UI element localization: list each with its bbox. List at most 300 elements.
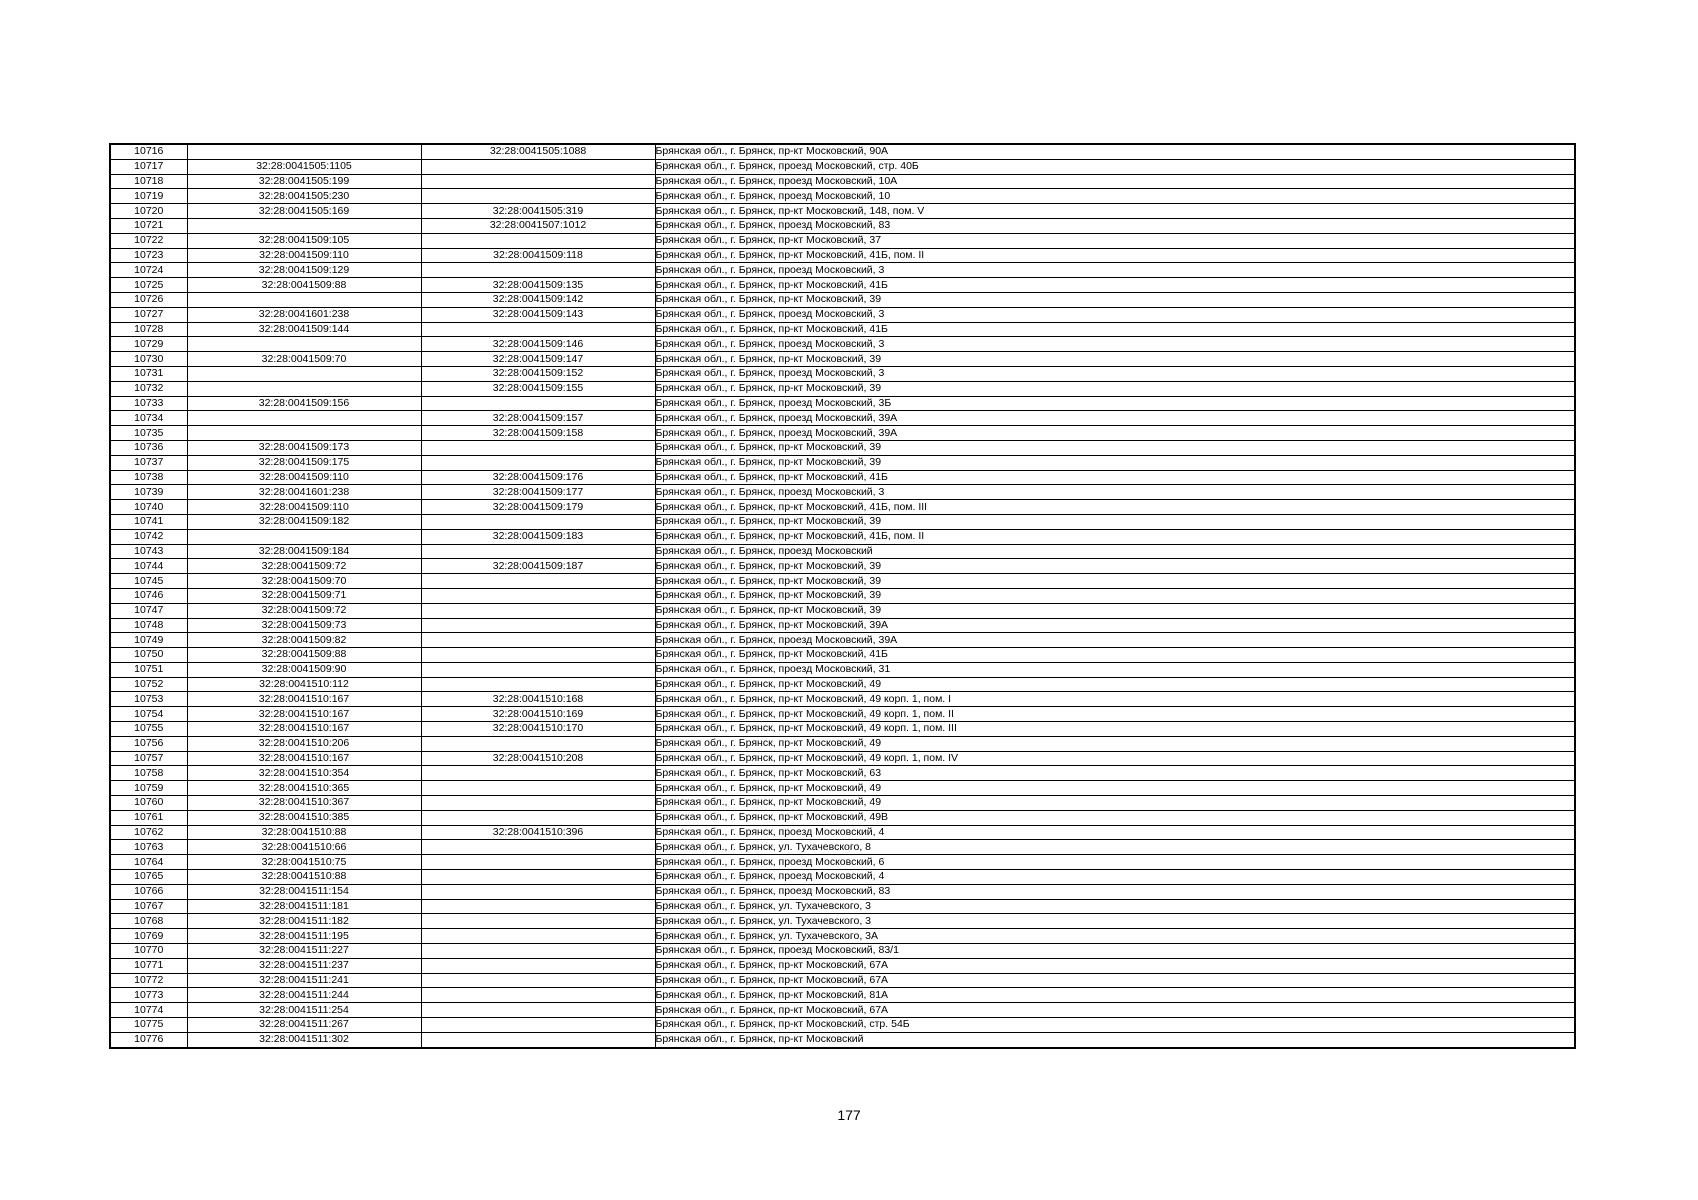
row-number-cell: 10769 bbox=[110, 929, 187, 944]
address-cell: Брянская обл., г. Брянск, пр-кт Московский, 49 bbox=[655, 781, 1575, 796]
land-plot-cadastral-number-cell: 32:28:0041509:90 bbox=[187, 662, 421, 677]
table-body bbox=[110, 144, 1575, 1048]
land-plot-cadastral-number-cell bbox=[187, 411, 421, 426]
address-cell: Брянская обл., г. Брянск, пр-кт Московский, 49В bbox=[655, 810, 1575, 825]
object-cadastral-number-cell bbox=[421, 736, 655, 751]
row-number-cell: 10744 bbox=[110, 559, 187, 574]
address-cell: Брянская обл., г. Брянск, пр-кт Московский, 41Б, пом. II bbox=[655, 248, 1575, 263]
land-plot-cadastral-number-cell: 32:28:0041510:167 bbox=[187, 722, 421, 737]
land-plot-cadastral-number-cell bbox=[187, 337, 421, 352]
row-number-cell: 10730 bbox=[110, 352, 187, 367]
table-row bbox=[110, 174, 1575, 189]
land-plot-cadastral-number-cell: 32:28:0041510:66 bbox=[187, 840, 421, 855]
object-cadastral-number-cell bbox=[421, 618, 655, 633]
address-cell: Брянская обл., г. Брянск, пр-кт Московский, 81А bbox=[655, 988, 1575, 1003]
address-cell: Брянская обл., г. Брянск, пр-кт Московский, 49 корп. 1, пом. II bbox=[655, 707, 1575, 722]
land-plot-cadastral-number-cell: 32:28:0041509:184 bbox=[187, 544, 421, 559]
object-cadastral-number-cell bbox=[421, 973, 655, 988]
row-number-cell: 10758 bbox=[110, 766, 187, 781]
object-cadastral-number-cell bbox=[421, 677, 655, 692]
row-number-cell: 10756 bbox=[110, 736, 187, 751]
row-number-cell: 10724 bbox=[110, 263, 187, 278]
address-cell: Брянская обл., г. Брянск, ул. Тухачевского, 3А bbox=[655, 929, 1575, 944]
object-cadastral-number-cell: 32:28:0041510:168 bbox=[421, 692, 655, 707]
object-cadastral-number-cell bbox=[421, 1032, 655, 1047]
object-cadastral-number-cell bbox=[421, 440, 655, 455]
row-number-cell: 10757 bbox=[110, 751, 187, 766]
land-plot-cadastral-number-cell: 32:28:0041509:110 bbox=[187, 470, 421, 485]
table-row bbox=[110, 677, 1575, 692]
address-cell: Брянская обл., г. Брянск, пр-кт Московский, 90А bbox=[655, 144, 1575, 159]
land-plot-cadastral-number-cell: 32:28:0041511:227 bbox=[187, 944, 421, 959]
row-number-cell: 10761 bbox=[110, 810, 187, 825]
address-cell: Брянская обл., г. Брянск, проезд Московский, 3 bbox=[655, 307, 1575, 322]
object-cadastral-number-cell bbox=[421, 781, 655, 796]
address-cell: Брянская обл., г. Брянск, пр-кт Московский, 67А bbox=[655, 973, 1575, 988]
land-plot-cadastral-number-cell: 32:28:0041601:238 bbox=[187, 485, 421, 500]
row-number-cell: 10737 bbox=[110, 455, 187, 470]
address-cell: Брянская обл., г. Брянск, ул. Тухачевского, 3 bbox=[655, 899, 1575, 914]
table-row bbox=[110, 544, 1575, 559]
object-cadastral-number-cell: 32:28:0041509:155 bbox=[421, 381, 655, 396]
row-number-cell: 10766 bbox=[110, 884, 187, 899]
row-number-cell: 10726 bbox=[110, 292, 187, 307]
object-cadastral-number-cell: 32:28:0041505:319 bbox=[421, 204, 655, 219]
object-cadastral-number-cell bbox=[421, 159, 655, 174]
table-row bbox=[110, 796, 1575, 811]
row-number-cell: 10745 bbox=[110, 574, 187, 589]
land-plot-cadastral-number-cell: 32:28:0041509:144 bbox=[187, 322, 421, 337]
object-cadastral-number-cell: 32:28:0041509:147 bbox=[421, 352, 655, 367]
table-row bbox=[110, 1032, 1575, 1047]
address-cell: Брянская обл., г. Брянск, проезд Московский, 4 bbox=[655, 825, 1575, 840]
row-number-cell: 10749 bbox=[110, 633, 187, 648]
table-row bbox=[110, 322, 1575, 337]
row-number-cell: 10748 bbox=[110, 618, 187, 633]
row-number-cell: 10751 bbox=[110, 662, 187, 677]
address-cell: Брянская обл., г. Брянск, пр-кт Московский, 49 корп. 1, пом. III bbox=[655, 722, 1575, 737]
land-plot-cadastral-number-cell: 32:28:0041509:72 bbox=[187, 603, 421, 618]
address-cell: Брянская обл., г. Брянск, проезд Московский, 3 bbox=[655, 485, 1575, 500]
row-number-cell: 10746 bbox=[110, 588, 187, 603]
object-cadastral-number-cell: 32:28:0041509:146 bbox=[421, 337, 655, 352]
object-cadastral-number-cell bbox=[421, 899, 655, 914]
object-cadastral-number-cell bbox=[421, 233, 655, 248]
object-cadastral-number-cell: 32:28:0041509:177 bbox=[421, 485, 655, 500]
table-row bbox=[110, 722, 1575, 737]
object-cadastral-number-cell bbox=[421, 322, 655, 337]
table-row bbox=[110, 1003, 1575, 1018]
object-cadastral-number-cell bbox=[421, 263, 655, 278]
address-cell: Брянская обл., г. Брянск, пр-кт Московский, 41Б, пом. III bbox=[655, 500, 1575, 515]
object-cadastral-number-cell: 32:28:0041510:170 bbox=[421, 722, 655, 737]
land-plot-cadastral-number-cell bbox=[187, 381, 421, 396]
object-cadastral-number-cell: 32:28:0041509:142 bbox=[421, 292, 655, 307]
object-cadastral-number-cell bbox=[421, 884, 655, 899]
land-plot-cadastral-number-cell: 32:28:0041510:88 bbox=[187, 870, 421, 885]
table-row bbox=[110, 899, 1575, 914]
land-plot-cadastral-number-cell: 32:28:0041509:88 bbox=[187, 278, 421, 293]
object-cadastral-number-cell: 32:28:0041509:187 bbox=[421, 559, 655, 574]
object-cadastral-number-cell: 32:28:0041505:1088 bbox=[421, 144, 655, 159]
table-row bbox=[110, 470, 1575, 485]
object-cadastral-number-cell: 32:28:0041509:152 bbox=[421, 366, 655, 381]
land-plot-cadastral-number-cell: 32:28:0041509:70 bbox=[187, 574, 421, 589]
table-row bbox=[110, 248, 1575, 263]
row-number-cell: 10723 bbox=[110, 248, 187, 263]
object-cadastral-number-cell: 32:28:0041509:158 bbox=[421, 426, 655, 441]
row-number-cell: 10739 bbox=[110, 485, 187, 500]
address-cell: Брянская обл., г. Брянск, пр-кт Московский, 49 bbox=[655, 736, 1575, 751]
land-plot-cadastral-number-cell: 32:28:0041511:254 bbox=[187, 1003, 421, 1018]
address-cell: Брянская обл., г. Брянск, проезд Московский, 83/1 bbox=[655, 944, 1575, 959]
object-cadastral-number-cell bbox=[421, 840, 655, 855]
object-cadastral-number-cell bbox=[421, 914, 655, 929]
address-cell: Брянская обл., г. Брянск, пр-кт Московский, 41Б bbox=[655, 470, 1575, 485]
row-number-cell: 10767 bbox=[110, 899, 187, 914]
table-row bbox=[110, 973, 1575, 988]
land-plot-cadastral-number-cell bbox=[187, 144, 421, 159]
table-row bbox=[110, 514, 1575, 529]
row-number-cell: 10762 bbox=[110, 825, 187, 840]
land-plot-cadastral-number-cell: 32:28:0041511:237 bbox=[187, 958, 421, 973]
object-cadastral-number-cell: 32:28:0041509:143 bbox=[421, 307, 655, 322]
table-row bbox=[110, 292, 1575, 307]
table-row bbox=[110, 736, 1575, 751]
table-row bbox=[110, 870, 1575, 885]
address-cell: Брянская обл., г. Брянск, проезд Московский, стр. 40Б bbox=[655, 159, 1575, 174]
land-plot-cadastral-number-cell bbox=[187, 426, 421, 441]
table-row bbox=[110, 426, 1575, 441]
table-row bbox=[110, 159, 1575, 174]
address-cell: Брянская обл., г. Брянск, пр-кт Московский, 49 корп. 1, пом. IV bbox=[655, 751, 1575, 766]
table-row bbox=[110, 455, 1575, 470]
address-cell: Брянская обл., г. Брянск, пр-кт Московский, 39 bbox=[655, 559, 1575, 574]
row-number-cell: 10729 bbox=[110, 337, 187, 352]
address-cell: Брянская обл., г. Брянск, проезд Московский, 3 bbox=[655, 263, 1575, 278]
land-plot-cadastral-number-cell: 32:28:0041510:167 bbox=[187, 692, 421, 707]
land-plot-cadastral-number-cell: 32:28:0041509:173 bbox=[187, 440, 421, 455]
object-cadastral-number-cell bbox=[421, 1018, 655, 1033]
row-number-cell: 10725 bbox=[110, 278, 187, 293]
object-cadastral-number-cell bbox=[421, 944, 655, 959]
row-number-cell: 10722 bbox=[110, 233, 187, 248]
address-cell: Брянская обл., г. Брянск, пр-кт Московский, 39 bbox=[655, 603, 1575, 618]
table-row bbox=[110, 396, 1575, 411]
land-plot-cadastral-number-cell: 32:28:0041509:105 bbox=[187, 233, 421, 248]
land-plot-cadastral-number-cell: 32:28:0041511:182 bbox=[187, 914, 421, 929]
table-row bbox=[110, 618, 1575, 633]
row-number-cell: 10764 bbox=[110, 855, 187, 870]
table-row bbox=[110, 840, 1575, 855]
row-number-cell: 10736 bbox=[110, 440, 187, 455]
land-plot-cadastral-number-cell: 32:28:0041510:206 bbox=[187, 736, 421, 751]
land-plot-cadastral-number-cell: 32:28:0041509:73 bbox=[187, 618, 421, 633]
address-cell: Брянская обл., г. Брянск, пр-кт Московский, 39 bbox=[655, 455, 1575, 470]
land-plot-cadastral-number-cell: 32:28:0041511:244 bbox=[187, 988, 421, 1003]
table-row bbox=[110, 440, 1575, 455]
land-plot-cadastral-number-cell: 32:28:0041509:72 bbox=[187, 559, 421, 574]
table-row bbox=[110, 825, 1575, 840]
address-cell: Брянская обл., г. Брянск, пр-кт Московский, 41Б bbox=[655, 648, 1575, 663]
object-cadastral-number-cell bbox=[421, 870, 655, 885]
land-plot-cadastral-number-cell: 32:28:0041510:385 bbox=[187, 810, 421, 825]
row-number-cell: 10765 bbox=[110, 870, 187, 885]
object-cadastral-number-cell bbox=[421, 648, 655, 663]
table-row bbox=[110, 914, 1575, 929]
land-plot-cadastral-number-cell: 32:28:0041505:169 bbox=[187, 204, 421, 219]
table-row bbox=[110, 307, 1575, 322]
address-cell: Брянская обл., г. Брянск, проезд Московский, 39А bbox=[655, 633, 1575, 648]
row-number-cell: 10771 bbox=[110, 958, 187, 973]
address-cell: Брянская обл., г. Брянск, проезд Московский bbox=[655, 544, 1575, 559]
object-cadastral-number-cell: 32:28:0041509:157 bbox=[421, 411, 655, 426]
table-row bbox=[110, 662, 1575, 677]
table-row bbox=[110, 766, 1575, 781]
row-number-cell: 10728 bbox=[110, 322, 187, 337]
row-number-cell: 10741 bbox=[110, 514, 187, 529]
land-plot-cadastral-number-cell bbox=[187, 366, 421, 381]
table-row bbox=[110, 144, 1575, 159]
land-plot-cadastral-number-cell: 32:28:0041510:167 bbox=[187, 707, 421, 722]
address-cell: Брянская обл., г. Брянск, пр-кт Московский, 67А bbox=[655, 958, 1575, 973]
address-cell: Брянская обл., г. Брянск, проезд Московский, 6 bbox=[655, 855, 1575, 870]
object-cadastral-number-cell bbox=[421, 929, 655, 944]
object-cadastral-number-cell bbox=[421, 396, 655, 411]
table-row bbox=[110, 529, 1575, 544]
row-number-cell: 10772 bbox=[110, 973, 187, 988]
address-cell: Брянская обл., г. Брянск, ул. Тухачевского, 8 bbox=[655, 840, 1575, 855]
object-cadastral-number-cell bbox=[421, 189, 655, 204]
table-row bbox=[110, 692, 1575, 707]
table-row bbox=[110, 810, 1575, 825]
row-number-cell: 10763 bbox=[110, 840, 187, 855]
address-cell: Брянская обл., г. Брянск, пр-кт Московский, 39 bbox=[655, 381, 1575, 396]
land-plot-cadastral-number-cell: 32:28:0041505:199 bbox=[187, 174, 421, 189]
land-plot-cadastral-number-cell bbox=[187, 292, 421, 307]
land-plot-cadastral-number-cell: 32:28:0041601:238 bbox=[187, 307, 421, 322]
land-plot-cadastral-number-cell: 32:28:0041510:367 bbox=[187, 796, 421, 811]
row-number-cell: 10776 bbox=[110, 1032, 187, 1047]
table-row bbox=[110, 411, 1575, 426]
address-cell: Брянская обл., г. Брянск, пр-кт Московский, 49 корп. 1, пом. I bbox=[655, 692, 1575, 707]
table-row bbox=[110, 781, 1575, 796]
row-number-cell: 10759 bbox=[110, 781, 187, 796]
object-cadastral-number-cell bbox=[421, 603, 655, 618]
land-plot-cadastral-number-cell: 32:28:0041509:129 bbox=[187, 263, 421, 278]
table-row bbox=[110, 500, 1575, 515]
land-plot-cadastral-number-cell bbox=[187, 529, 421, 544]
land-plot-cadastral-number-cell: 32:28:0041511:154 bbox=[187, 884, 421, 899]
object-cadastral-number-cell: 32:28:0041507:1012 bbox=[421, 218, 655, 233]
row-number-cell: 10774 bbox=[110, 1003, 187, 1018]
land-plot-cadastral-number-cell: 32:28:0041509:110 bbox=[187, 248, 421, 263]
table-row bbox=[110, 958, 1575, 973]
row-number-cell: 10750 bbox=[110, 648, 187, 663]
table-row bbox=[110, 751, 1575, 766]
object-cadastral-number-cell bbox=[421, 1003, 655, 1018]
row-number-cell: 10733 bbox=[110, 396, 187, 411]
page-number: 177 bbox=[837, 1107, 861, 1123]
object-cadastral-number-cell: 32:28:0041509:135 bbox=[421, 278, 655, 293]
table-row bbox=[110, 559, 1575, 574]
land-plot-cadastral-number-cell: 32:28:0041511:267 bbox=[187, 1018, 421, 1033]
land-plot-cadastral-number-cell: 32:28:0041509:70 bbox=[187, 352, 421, 367]
table-row bbox=[110, 574, 1575, 589]
land-plot-cadastral-number-cell: 32:28:0041505:1105 bbox=[187, 159, 421, 174]
land-plot-cadastral-number-cell: 32:28:0041511:241 bbox=[187, 973, 421, 988]
object-cadastral-number-cell bbox=[421, 544, 655, 559]
land-plot-cadastral-number-cell: 32:28:0041510:167 bbox=[187, 751, 421, 766]
row-number-cell: 10720 bbox=[110, 204, 187, 219]
address-cell: Брянская обл., г. Брянск, пр-кт Московский, 148, пом. V bbox=[655, 204, 1575, 219]
address-cell: Брянская обл., г. Брянск, пр-кт Московский, 37 bbox=[655, 233, 1575, 248]
land-plot-cadastral-number-cell: 32:28:0041509:175 bbox=[187, 455, 421, 470]
address-cell: Брянская обл., г. Брянск, пр-кт Московский, стр. 54Б bbox=[655, 1018, 1575, 1033]
address-cell: Брянская обл., г. Брянск, пр-кт Московский, 49 bbox=[655, 796, 1575, 811]
land-plot-cadastral-number-cell bbox=[187, 218, 421, 233]
row-number-cell: 10754 bbox=[110, 707, 187, 722]
object-cadastral-number-cell bbox=[421, 662, 655, 677]
land-plot-cadastral-number-cell: 32:28:0041509:82 bbox=[187, 633, 421, 648]
table-row bbox=[110, 233, 1575, 248]
address-cell: Брянская обл., г. Брянск, ул. Тухачевского, 3 bbox=[655, 914, 1575, 929]
table-row bbox=[110, 263, 1575, 278]
land-plot-cadastral-number-cell: 32:28:0041509:182 bbox=[187, 514, 421, 529]
land-plot-cadastral-number-cell: 32:28:0041510:365 bbox=[187, 781, 421, 796]
row-number-cell: 10760 bbox=[110, 796, 187, 811]
address-cell: Брянская обл., г. Брянск, пр-кт Московский, 39 bbox=[655, 352, 1575, 367]
table-row bbox=[110, 633, 1575, 648]
object-cadastral-number-cell bbox=[421, 514, 655, 529]
address-cell: Брянская обл., г. Брянск, пр-кт Московский, 67А bbox=[655, 1003, 1575, 1018]
address-cell: Брянская обл., г. Брянск, проезд Московский, 10 bbox=[655, 189, 1575, 204]
row-number-cell: 10770 bbox=[110, 944, 187, 959]
object-cadastral-number-cell: 32:28:0041509:179 bbox=[421, 500, 655, 515]
object-cadastral-number-cell: 32:28:0041510:396 bbox=[421, 825, 655, 840]
row-number-cell: 10753 bbox=[110, 692, 187, 707]
object-cadastral-number-cell: 32:28:0041510:208 bbox=[421, 751, 655, 766]
table-row bbox=[110, 352, 1575, 367]
address-cell: Брянская обл., г. Брянск, пр-кт Московский, 39 bbox=[655, 574, 1575, 589]
address-cell: Брянская обл., г. Брянск, пр-кт Московский, 39 bbox=[655, 440, 1575, 455]
address-cell: Брянская обл., г. Брянск, пр-кт Московский, 39А bbox=[655, 618, 1575, 633]
table-row bbox=[110, 588, 1575, 603]
row-number-cell: 10742 bbox=[110, 529, 187, 544]
object-cadastral-number-cell bbox=[421, 174, 655, 189]
row-number-cell: 10716 bbox=[110, 144, 187, 159]
object-cadastral-number-cell bbox=[421, 958, 655, 973]
object-cadastral-number-cell bbox=[421, 766, 655, 781]
row-number-cell: 10732 bbox=[110, 381, 187, 396]
table-row bbox=[110, 278, 1575, 293]
address-cell: Брянская обл., г. Брянск, проезд Московский, 10А bbox=[655, 174, 1575, 189]
land-plot-cadastral-number-cell: 32:28:0041509:88 bbox=[187, 648, 421, 663]
row-number-cell: 10719 bbox=[110, 189, 187, 204]
address-cell: Брянская обл., г. Брянск, проезд Московский, 83 bbox=[655, 884, 1575, 899]
land-plot-cadastral-number-cell: 32:28:0041511:181 bbox=[187, 899, 421, 914]
object-cadastral-number-cell: 32:28:0041509:118 bbox=[421, 248, 655, 263]
cadastral-table bbox=[109, 143, 1576, 1049]
object-cadastral-number-cell bbox=[421, 633, 655, 648]
land-plot-cadastral-number-cell: 32:28:0041509:71 bbox=[187, 588, 421, 603]
table-row bbox=[110, 366, 1575, 381]
table-row bbox=[110, 189, 1575, 204]
row-number-cell: 10718 bbox=[110, 174, 187, 189]
row-number-cell: 10740 bbox=[110, 500, 187, 515]
row-number-cell: 10773 bbox=[110, 988, 187, 1003]
address-cell: Брянская обл., г. Брянск, проезд Московский, 3 bbox=[655, 366, 1575, 381]
row-number-cell: 10738 bbox=[110, 470, 187, 485]
table-row bbox=[110, 603, 1575, 618]
address-cell: Брянская обл., г. Брянск, проезд Московский, 39А bbox=[655, 426, 1575, 441]
row-number-cell: 10768 bbox=[110, 914, 187, 929]
address-cell: Брянская обл., г. Брянск, пр-кт Московский, 41Б, пом. II bbox=[655, 529, 1575, 544]
row-number-cell: 10717 bbox=[110, 159, 187, 174]
land-plot-cadastral-number-cell: 32:28:0041505:230 bbox=[187, 189, 421, 204]
table-row bbox=[110, 929, 1575, 944]
table-row bbox=[110, 204, 1575, 219]
address-cell: Брянская обл., г. Брянск, пр-кт Московский, 63 bbox=[655, 766, 1575, 781]
row-number-cell: 10775 bbox=[110, 1018, 187, 1033]
address-cell: Брянская обл., г. Брянск, проезд Московский, 3Б bbox=[655, 396, 1575, 411]
table-row bbox=[110, 988, 1575, 1003]
address-cell: Брянская обл., г. Брянск, проезд Московский, 3 bbox=[655, 337, 1575, 352]
object-cadastral-number-cell: 32:28:0041509:183 bbox=[421, 529, 655, 544]
land-plot-cadastral-number-cell: 32:28:0041511:302 bbox=[187, 1032, 421, 1047]
object-cadastral-number-cell bbox=[421, 455, 655, 470]
row-number-cell: 10721 bbox=[110, 218, 187, 233]
table-row bbox=[110, 855, 1575, 870]
land-plot-cadastral-number-cell: 32:28:0041510:354 bbox=[187, 766, 421, 781]
row-number-cell: 10743 bbox=[110, 544, 187, 559]
row-number-cell: 10731 bbox=[110, 366, 187, 381]
address-cell: Брянская обл., г. Брянск, проезд Московский, 39А bbox=[655, 411, 1575, 426]
object-cadastral-number-cell bbox=[421, 810, 655, 825]
land-plot-cadastral-number-cell: 32:28:0041511:195 bbox=[187, 929, 421, 944]
address-cell: Брянская обл., г. Брянск, пр-кт Московский, 41Б bbox=[655, 322, 1575, 337]
object-cadastral-number-cell bbox=[421, 855, 655, 870]
row-number-cell: 10752 bbox=[110, 677, 187, 692]
object-cadastral-number-cell bbox=[421, 796, 655, 811]
object-cadastral-number-cell: 32:28:0041510:169 bbox=[421, 707, 655, 722]
table-row bbox=[110, 884, 1575, 899]
row-number-cell: 10755 bbox=[110, 722, 187, 737]
table-row bbox=[110, 1018, 1575, 1033]
address-cell: Брянская обл., г. Брянск, пр-кт Московский, 41Б bbox=[655, 278, 1575, 293]
row-number-cell: 10734 bbox=[110, 411, 187, 426]
land-plot-cadastral-number-cell: 32:28:0041510:112 bbox=[187, 677, 421, 692]
address-cell: Брянская обл., г. Брянск, пр-кт Московский, 49 bbox=[655, 677, 1575, 692]
row-number-cell: 10747 bbox=[110, 603, 187, 618]
object-cadastral-number-cell bbox=[421, 988, 655, 1003]
address-cell: Брянская обл., г. Брянск, пр-кт Московский, 39 bbox=[655, 292, 1575, 307]
address-cell: Брянская обл., г. Брянск, пр-кт Московский bbox=[655, 1032, 1575, 1047]
table-row bbox=[110, 707, 1575, 722]
land-plot-cadastral-number-cell: 32:28:0041510:75 bbox=[187, 855, 421, 870]
table-row bbox=[110, 485, 1575, 500]
address-cell: Брянская обл., г. Брянск, пр-кт Московский, 39 bbox=[655, 514, 1575, 529]
address-cell: Брянская обл., г. Брянск, проезд Московский, 4 bbox=[655, 870, 1575, 885]
object-cadastral-number-cell bbox=[421, 588, 655, 603]
address-cell: Брянская обл., г. Брянск, пр-кт Московский, 39 bbox=[655, 588, 1575, 603]
object-cadastral-number-cell bbox=[421, 574, 655, 589]
land-plot-cadastral-number-cell: 32:28:0041510:88 bbox=[187, 825, 421, 840]
land-plot-cadastral-number-cell: 32:28:0041509:156 bbox=[187, 396, 421, 411]
row-number-cell: 10735 bbox=[110, 426, 187, 441]
table-row bbox=[110, 337, 1575, 352]
address-cell: Брянская обл., г. Брянск, проезд Московский, 83 bbox=[655, 218, 1575, 233]
